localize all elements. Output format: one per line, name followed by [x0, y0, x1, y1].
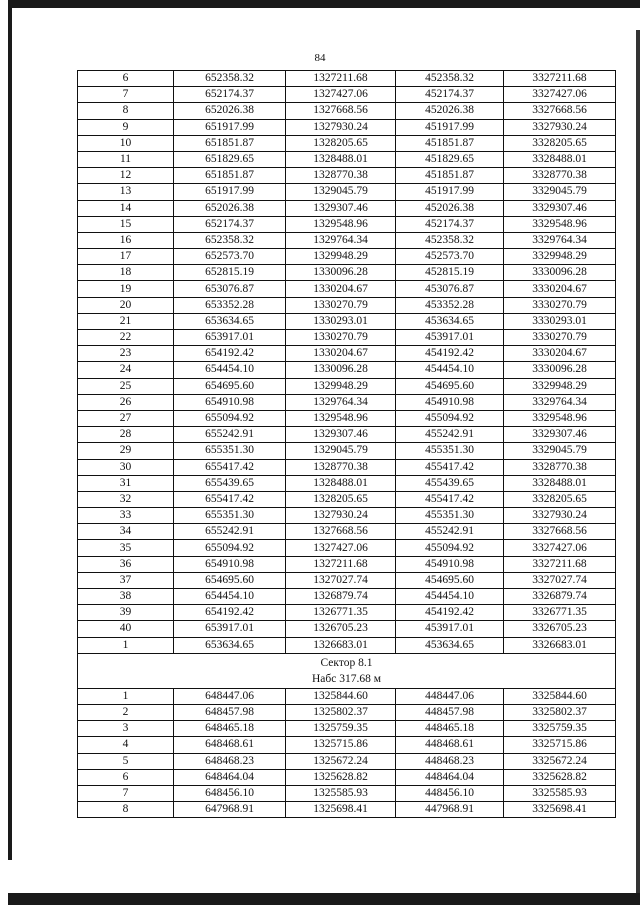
y-local-cell: 3327211.68 — [504, 556, 616, 572]
x-local-cell: 454910.98 — [396, 556, 504, 572]
y-coord-cell: 1330270.79 — [286, 330, 396, 346]
y-coord-cell: 1330270.79 — [286, 297, 396, 313]
y-coord-cell: 1328488.01 — [286, 151, 396, 167]
x-coord-cell: 648468.61 — [174, 737, 286, 753]
x-coord-cell: 652026.38 — [174, 200, 286, 216]
y-local-cell: 3326879.74 — [504, 589, 616, 605]
table-row — [78, 232, 616, 248]
point-number-cell: 35 — [78, 540, 174, 556]
table-row — [78, 103, 616, 119]
y-coord-cell: 1326771.35 — [286, 605, 396, 621]
x-coord-cell: 655242.91 — [174, 427, 286, 443]
y-coord-cell: 1327668.56 — [286, 103, 396, 119]
y-local-cell: 3330270.79 — [504, 297, 616, 313]
y-coord-cell: 1328205.65 — [286, 491, 396, 507]
table-body-bottom — [78, 688, 616, 818]
y-local-cell: 3325672.24 — [504, 753, 616, 769]
x-local-cell: 455417.42 — [396, 491, 504, 507]
table-row — [78, 151, 616, 167]
y-local-cell: 3327427.06 — [504, 87, 616, 103]
section-cell — [78, 653, 616, 688]
x-local-cell: 453634.65 — [396, 637, 504, 653]
x-coord-cell: 655417.42 — [174, 491, 286, 507]
x-local-cell: 455094.92 — [396, 410, 504, 426]
y-local-cell: 3328770.38 — [504, 459, 616, 475]
table-row — [78, 330, 616, 346]
y-local-cell: 3329548.96 — [504, 216, 616, 232]
y-local-cell: 3327930.24 — [504, 119, 616, 135]
y-coord-cell: 1328205.65 — [286, 135, 396, 151]
x-coord-cell: 653917.01 — [174, 621, 286, 637]
x-coord-cell: 655094.92 — [174, 540, 286, 556]
point-number-cell: 37 — [78, 572, 174, 588]
y-coord-cell: 1330204.67 — [286, 281, 396, 297]
table-row — [78, 524, 616, 540]
x-coord-cell: 648447.06 — [174, 688, 286, 704]
point-number-cell: 39 — [78, 605, 174, 621]
point-number-cell: 21 — [78, 313, 174, 329]
y-coord-cell: 1327427.06 — [286, 540, 396, 556]
point-number-cell: 29 — [78, 443, 174, 459]
point-number-cell: 15 — [78, 216, 174, 232]
point-number-cell: 26 — [78, 394, 174, 410]
table-row — [78, 346, 616, 362]
y-coord-cell: 1327427.06 — [286, 87, 396, 103]
x-coord-cell: 652026.38 — [174, 103, 286, 119]
y-local-cell: 3329307.46 — [504, 427, 616, 443]
y-coord-cell: 1327211.68 — [286, 71, 396, 87]
x-local-cell: 452026.38 — [396, 200, 504, 216]
scan-border-bottom — [8, 893, 640, 905]
table-row — [78, 572, 616, 588]
x-local-cell: 453917.01 — [396, 330, 504, 346]
x-coord-cell: 654192.42 — [174, 605, 286, 621]
x-local-cell: 452815.19 — [396, 265, 504, 281]
y-local-cell: 3330270.79 — [504, 330, 616, 346]
x-local-cell: 454454.10 — [396, 589, 504, 605]
y-coord-cell: 1329045.79 — [286, 443, 396, 459]
x-coord-cell: 651851.87 — [174, 168, 286, 184]
y-coord-cell: 1325585.93 — [286, 785, 396, 801]
x-coord-cell: 652174.37 — [174, 87, 286, 103]
point-number-cell: 30 — [78, 459, 174, 475]
x-local-cell: 452573.70 — [396, 249, 504, 265]
x-local-cell: 452026.38 — [396, 103, 504, 119]
x-local-cell: 447968.91 — [396, 802, 504, 818]
x-local-cell: 453634.65 — [396, 313, 504, 329]
scan-border-left — [8, 0, 12, 860]
y-coord-cell: 1329548.96 — [286, 216, 396, 232]
y-local-cell: 3328770.38 — [504, 168, 616, 184]
table-row — [78, 802, 616, 818]
point-number-cell: 8 — [78, 802, 174, 818]
x-local-cell: 454695.60 — [396, 572, 504, 588]
point-number-cell: 36 — [78, 556, 174, 572]
x-local-cell: 448465.18 — [396, 721, 504, 737]
x-local-cell: 448468.23 — [396, 753, 504, 769]
y-local-cell: 3329948.29 — [504, 378, 616, 394]
y-local-cell: 3327930.24 — [504, 508, 616, 524]
x-coord-cell: 652815.19 — [174, 265, 286, 281]
y-local-cell: 3329948.29 — [504, 249, 616, 265]
point-number-cell: 25 — [78, 378, 174, 394]
x-coord-cell: 653917.01 — [174, 330, 286, 346]
point-number-cell: 23 — [78, 346, 174, 362]
y-local-cell: 3325802.37 — [504, 704, 616, 720]
section-header — [78, 653, 616, 688]
table-row — [78, 785, 616, 801]
scan-border-top — [8, 0, 640, 8]
y-local-cell: 3329045.79 — [504, 184, 616, 200]
y-local-cell: 3325628.82 — [504, 769, 616, 785]
x-local-cell: 451829.65 — [396, 151, 504, 167]
x-coord-cell: 655094.92 — [174, 410, 286, 426]
point-number-cell: 22 — [78, 330, 174, 346]
x-local-cell: 454192.42 — [396, 605, 504, 621]
x-local-cell: 455417.42 — [396, 459, 504, 475]
x-coord-cell: 655242.91 — [174, 524, 286, 540]
x-coord-cell: 655439.65 — [174, 475, 286, 491]
x-coord-cell: 654695.60 — [174, 572, 286, 588]
x-local-cell: 448468.61 — [396, 737, 504, 753]
y-coord-cell: 1329764.34 — [286, 394, 396, 410]
y-local-cell: 3327668.56 — [504, 103, 616, 119]
x-coord-cell: 651851.87 — [174, 135, 286, 151]
point-number-cell: 24 — [78, 362, 174, 378]
point-number-cell: 5 — [78, 753, 174, 769]
x-local-cell: 451917.99 — [396, 184, 504, 200]
table-row — [78, 313, 616, 329]
y-local-cell: 3326771.35 — [504, 605, 616, 621]
y-local-cell: 3325585.93 — [504, 785, 616, 801]
table-row — [78, 200, 616, 216]
x-local-cell: 451851.87 — [396, 168, 504, 184]
y-local-cell: 3329307.46 — [504, 200, 616, 216]
y-local-cell: 3330293.01 — [504, 313, 616, 329]
x-local-cell: 448447.06 — [396, 688, 504, 704]
x-coord-cell: 652174.37 — [174, 216, 286, 232]
x-coord-cell: 653352.28 — [174, 297, 286, 313]
x-coord-cell: 654192.42 — [174, 346, 286, 362]
y-local-cell: 3329548.96 — [504, 410, 616, 426]
point-number-cell: 38 — [78, 589, 174, 605]
x-local-cell: 451917.99 — [396, 119, 504, 135]
x-local-cell: 454192.42 — [396, 346, 504, 362]
y-coord-cell: 1329764.34 — [286, 232, 396, 248]
point-number-cell: 1 — [78, 688, 174, 704]
x-coord-cell: 655417.42 — [174, 459, 286, 475]
table-row — [78, 605, 616, 621]
y-local-cell: 3327211.68 — [504, 71, 616, 87]
table-row — [78, 704, 616, 720]
y-local-cell: 3327027.74 — [504, 572, 616, 588]
x-local-cell: 452358.32 — [396, 232, 504, 248]
table-row — [78, 168, 616, 184]
point-number-cell: 8 — [78, 103, 174, 119]
point-number-cell: 1 — [78, 637, 174, 653]
point-number-cell: 40 — [78, 621, 174, 637]
y-coord-cell: 1327027.74 — [286, 572, 396, 588]
x-coord-cell: 655351.30 — [174, 508, 286, 524]
y-coord-cell: 1330293.01 — [286, 313, 396, 329]
section-row — [78, 653, 616, 688]
section-elevation: Набс 317.68 м — [311, 672, 382, 685]
x-local-cell: 455242.91 — [396, 524, 504, 540]
table-row — [78, 249, 616, 265]
x-local-cell: 455242.91 — [396, 427, 504, 443]
table-row — [78, 769, 616, 785]
point-number-cell: 4 — [78, 737, 174, 753]
y-coord-cell: 1328488.01 — [286, 475, 396, 491]
table-row — [78, 281, 616, 297]
table-row — [78, 216, 616, 232]
point-number-cell: 33 — [78, 508, 174, 524]
x-coord-cell: 648464.04 — [174, 769, 286, 785]
point-number-cell: 17 — [78, 249, 174, 265]
x-coord-cell: 651917.99 — [174, 184, 286, 200]
y-local-cell: 3330096.28 — [504, 265, 616, 281]
y-coord-cell: 1330204.67 — [286, 346, 396, 362]
point-number-cell: 13 — [78, 184, 174, 200]
y-coord-cell: 1325715.86 — [286, 737, 396, 753]
y-coord-cell: 1325698.41 — [286, 802, 396, 818]
y-coord-cell: 1329948.29 — [286, 249, 396, 265]
x-local-cell: 455351.30 — [396, 508, 504, 524]
y-coord-cell: 1328770.38 — [286, 168, 396, 184]
y-coord-cell: 1329548.96 — [286, 410, 396, 426]
table-row — [78, 475, 616, 491]
y-local-cell: 3328488.01 — [504, 475, 616, 491]
point-number-cell: 32 — [78, 491, 174, 507]
table-row — [78, 721, 616, 737]
x-coord-cell: 654695.60 — [174, 378, 286, 394]
y-coord-cell: 1325802.37 — [286, 704, 396, 720]
y-coord-cell: 1327211.68 — [286, 556, 396, 572]
x-coord-cell: 651917.99 — [174, 119, 286, 135]
x-coord-cell: 654454.10 — [174, 362, 286, 378]
y-coord-cell: 1327930.24 — [286, 508, 396, 524]
x-local-cell: 452358.32 — [396, 71, 504, 87]
point-number-cell: 6 — [78, 769, 174, 785]
table-row — [78, 443, 616, 459]
y-coord-cell: 1326683.01 — [286, 637, 396, 653]
y-coord-cell: 1329948.29 — [286, 378, 396, 394]
y-local-cell: 3325844.60 — [504, 688, 616, 704]
y-local-cell: 3327427.06 — [504, 540, 616, 556]
section-title: Сектор 8.1 — [320, 656, 373, 669]
point-number-cell: 3 — [78, 721, 174, 737]
x-local-cell: 455439.65 — [396, 475, 504, 491]
y-coord-cell: 1325844.60 — [286, 688, 396, 704]
point-number-cell: 27 — [78, 410, 174, 426]
y-local-cell: 3325715.86 — [504, 737, 616, 753]
point-number-cell: 20 — [78, 297, 174, 313]
x-local-cell: 453917.01 — [396, 621, 504, 637]
table-row — [78, 265, 616, 281]
table-row — [78, 737, 616, 753]
point-number-cell: 31 — [78, 475, 174, 491]
x-local-cell: 453076.87 — [396, 281, 504, 297]
table-row — [78, 556, 616, 572]
y-local-cell: 3328488.01 — [504, 151, 616, 167]
y-local-cell: 3326705.23 — [504, 621, 616, 637]
table-row — [78, 753, 616, 769]
table-row — [78, 410, 616, 426]
y-coord-cell: 1325672.24 — [286, 753, 396, 769]
x-local-cell: 454454.10 — [396, 362, 504, 378]
y-coord-cell: 1325628.82 — [286, 769, 396, 785]
scan-border-right — [636, 30, 640, 900]
x-local-cell: 453352.28 — [396, 297, 504, 313]
point-number-cell: 12 — [78, 168, 174, 184]
x-coord-cell: 654910.98 — [174, 394, 286, 410]
x-coord-cell: 655351.30 — [174, 443, 286, 459]
point-number-cell: 19 — [78, 281, 174, 297]
table-row — [78, 637, 616, 653]
table-row — [78, 362, 616, 378]
x-coord-cell: 652358.32 — [174, 71, 286, 87]
y-coord-cell: 1328770.38 — [286, 459, 396, 475]
y-coord-cell: 1325759.35 — [286, 721, 396, 737]
x-coord-cell: 648456.10 — [174, 785, 286, 801]
y-coord-cell: 1326879.74 — [286, 589, 396, 605]
x-local-cell: 452174.37 — [396, 87, 504, 103]
y-coord-cell: 1326705.23 — [286, 621, 396, 637]
x-coord-cell: 652573.70 — [174, 249, 286, 265]
x-local-cell: 452174.37 — [396, 216, 504, 232]
x-local-cell: 454695.60 — [396, 378, 504, 394]
y-local-cell: 3329045.79 — [504, 443, 616, 459]
y-coord-cell: 1329307.46 — [286, 427, 396, 443]
point-number-cell: 7 — [78, 785, 174, 801]
table-row — [78, 297, 616, 313]
table-row — [78, 491, 616, 507]
table-row — [78, 688, 616, 704]
page-number: 84 — [314, 52, 326, 64]
table-row — [78, 540, 616, 556]
y-coord-cell: 1327668.56 — [286, 524, 396, 540]
y-local-cell: 3325759.35 — [504, 721, 616, 737]
table-body-top — [78, 71, 616, 654]
y-coord-cell: 1329307.46 — [286, 200, 396, 216]
y-local-cell: 3325698.41 — [504, 802, 616, 818]
point-number-cell: 6 — [78, 71, 174, 87]
point-number-cell: 9 — [78, 119, 174, 135]
y-local-cell: 3330204.67 — [504, 281, 616, 297]
point-number-cell: 11 — [78, 151, 174, 167]
x-coord-cell: 654454.10 — [174, 589, 286, 605]
x-coord-cell: 653076.87 — [174, 281, 286, 297]
x-local-cell: 455094.92 — [396, 540, 504, 556]
y-coord-cell: 1327930.24 — [286, 119, 396, 135]
point-number-cell: 18 — [78, 265, 174, 281]
table-row — [78, 459, 616, 475]
y-local-cell: 3328205.65 — [504, 135, 616, 151]
table-row — [78, 508, 616, 524]
x-coord-cell: 652358.32 — [174, 232, 286, 248]
table-row — [78, 394, 616, 410]
x-local-cell: 448456.10 — [396, 785, 504, 801]
y-coord-cell: 1330096.28 — [286, 265, 396, 281]
x-local-cell: 455351.30 — [396, 443, 504, 459]
y-local-cell: 3330204.67 — [504, 346, 616, 362]
y-coord-cell: 1329045.79 — [286, 184, 396, 200]
table-row — [78, 87, 616, 103]
x-coord-cell: 653634.65 — [174, 637, 286, 653]
point-number-cell: 7 — [78, 87, 174, 103]
y-local-cell: 3329764.34 — [504, 394, 616, 410]
point-number-cell: 28 — [78, 427, 174, 443]
table-row — [78, 71, 616, 87]
table-row — [78, 184, 616, 200]
table-row — [78, 621, 616, 637]
table-row — [78, 427, 616, 443]
point-number-cell: 10 — [78, 135, 174, 151]
y-local-cell: 3327668.56 — [504, 524, 616, 540]
x-coord-cell: 648468.23 — [174, 753, 286, 769]
x-coord-cell: 648457.98 — [174, 704, 286, 720]
point-number-cell: 34 — [78, 524, 174, 540]
x-coord-cell: 647968.91 — [174, 802, 286, 818]
point-number-cell: 16 — [78, 232, 174, 248]
x-coord-cell: 653634.65 — [174, 313, 286, 329]
y-local-cell: 3330096.28 — [504, 362, 616, 378]
x-coord-cell: 651829.65 — [174, 151, 286, 167]
x-coord-cell: 654910.98 — [174, 556, 286, 572]
x-local-cell: 454910.98 — [396, 394, 504, 410]
point-number-cell: 14 — [78, 200, 174, 216]
coordinates-table — [77, 70, 616, 818]
x-coord-cell: 648465.18 — [174, 721, 286, 737]
point-number-cell: 2 — [78, 704, 174, 720]
y-coord-cell: 1330096.28 — [286, 362, 396, 378]
x-local-cell: 448457.98 — [396, 704, 504, 720]
x-local-cell: 451851.87 — [396, 135, 504, 151]
table-row — [78, 135, 616, 151]
table-row — [78, 119, 616, 135]
x-local-cell: 448464.04 — [396, 769, 504, 785]
y-local-cell: 3328205.65 — [504, 491, 616, 507]
table-row — [78, 589, 616, 605]
table-row — [78, 378, 616, 394]
y-local-cell: 3329764.34 — [504, 232, 616, 248]
y-local-cell: 3326683.01 — [504, 637, 616, 653]
